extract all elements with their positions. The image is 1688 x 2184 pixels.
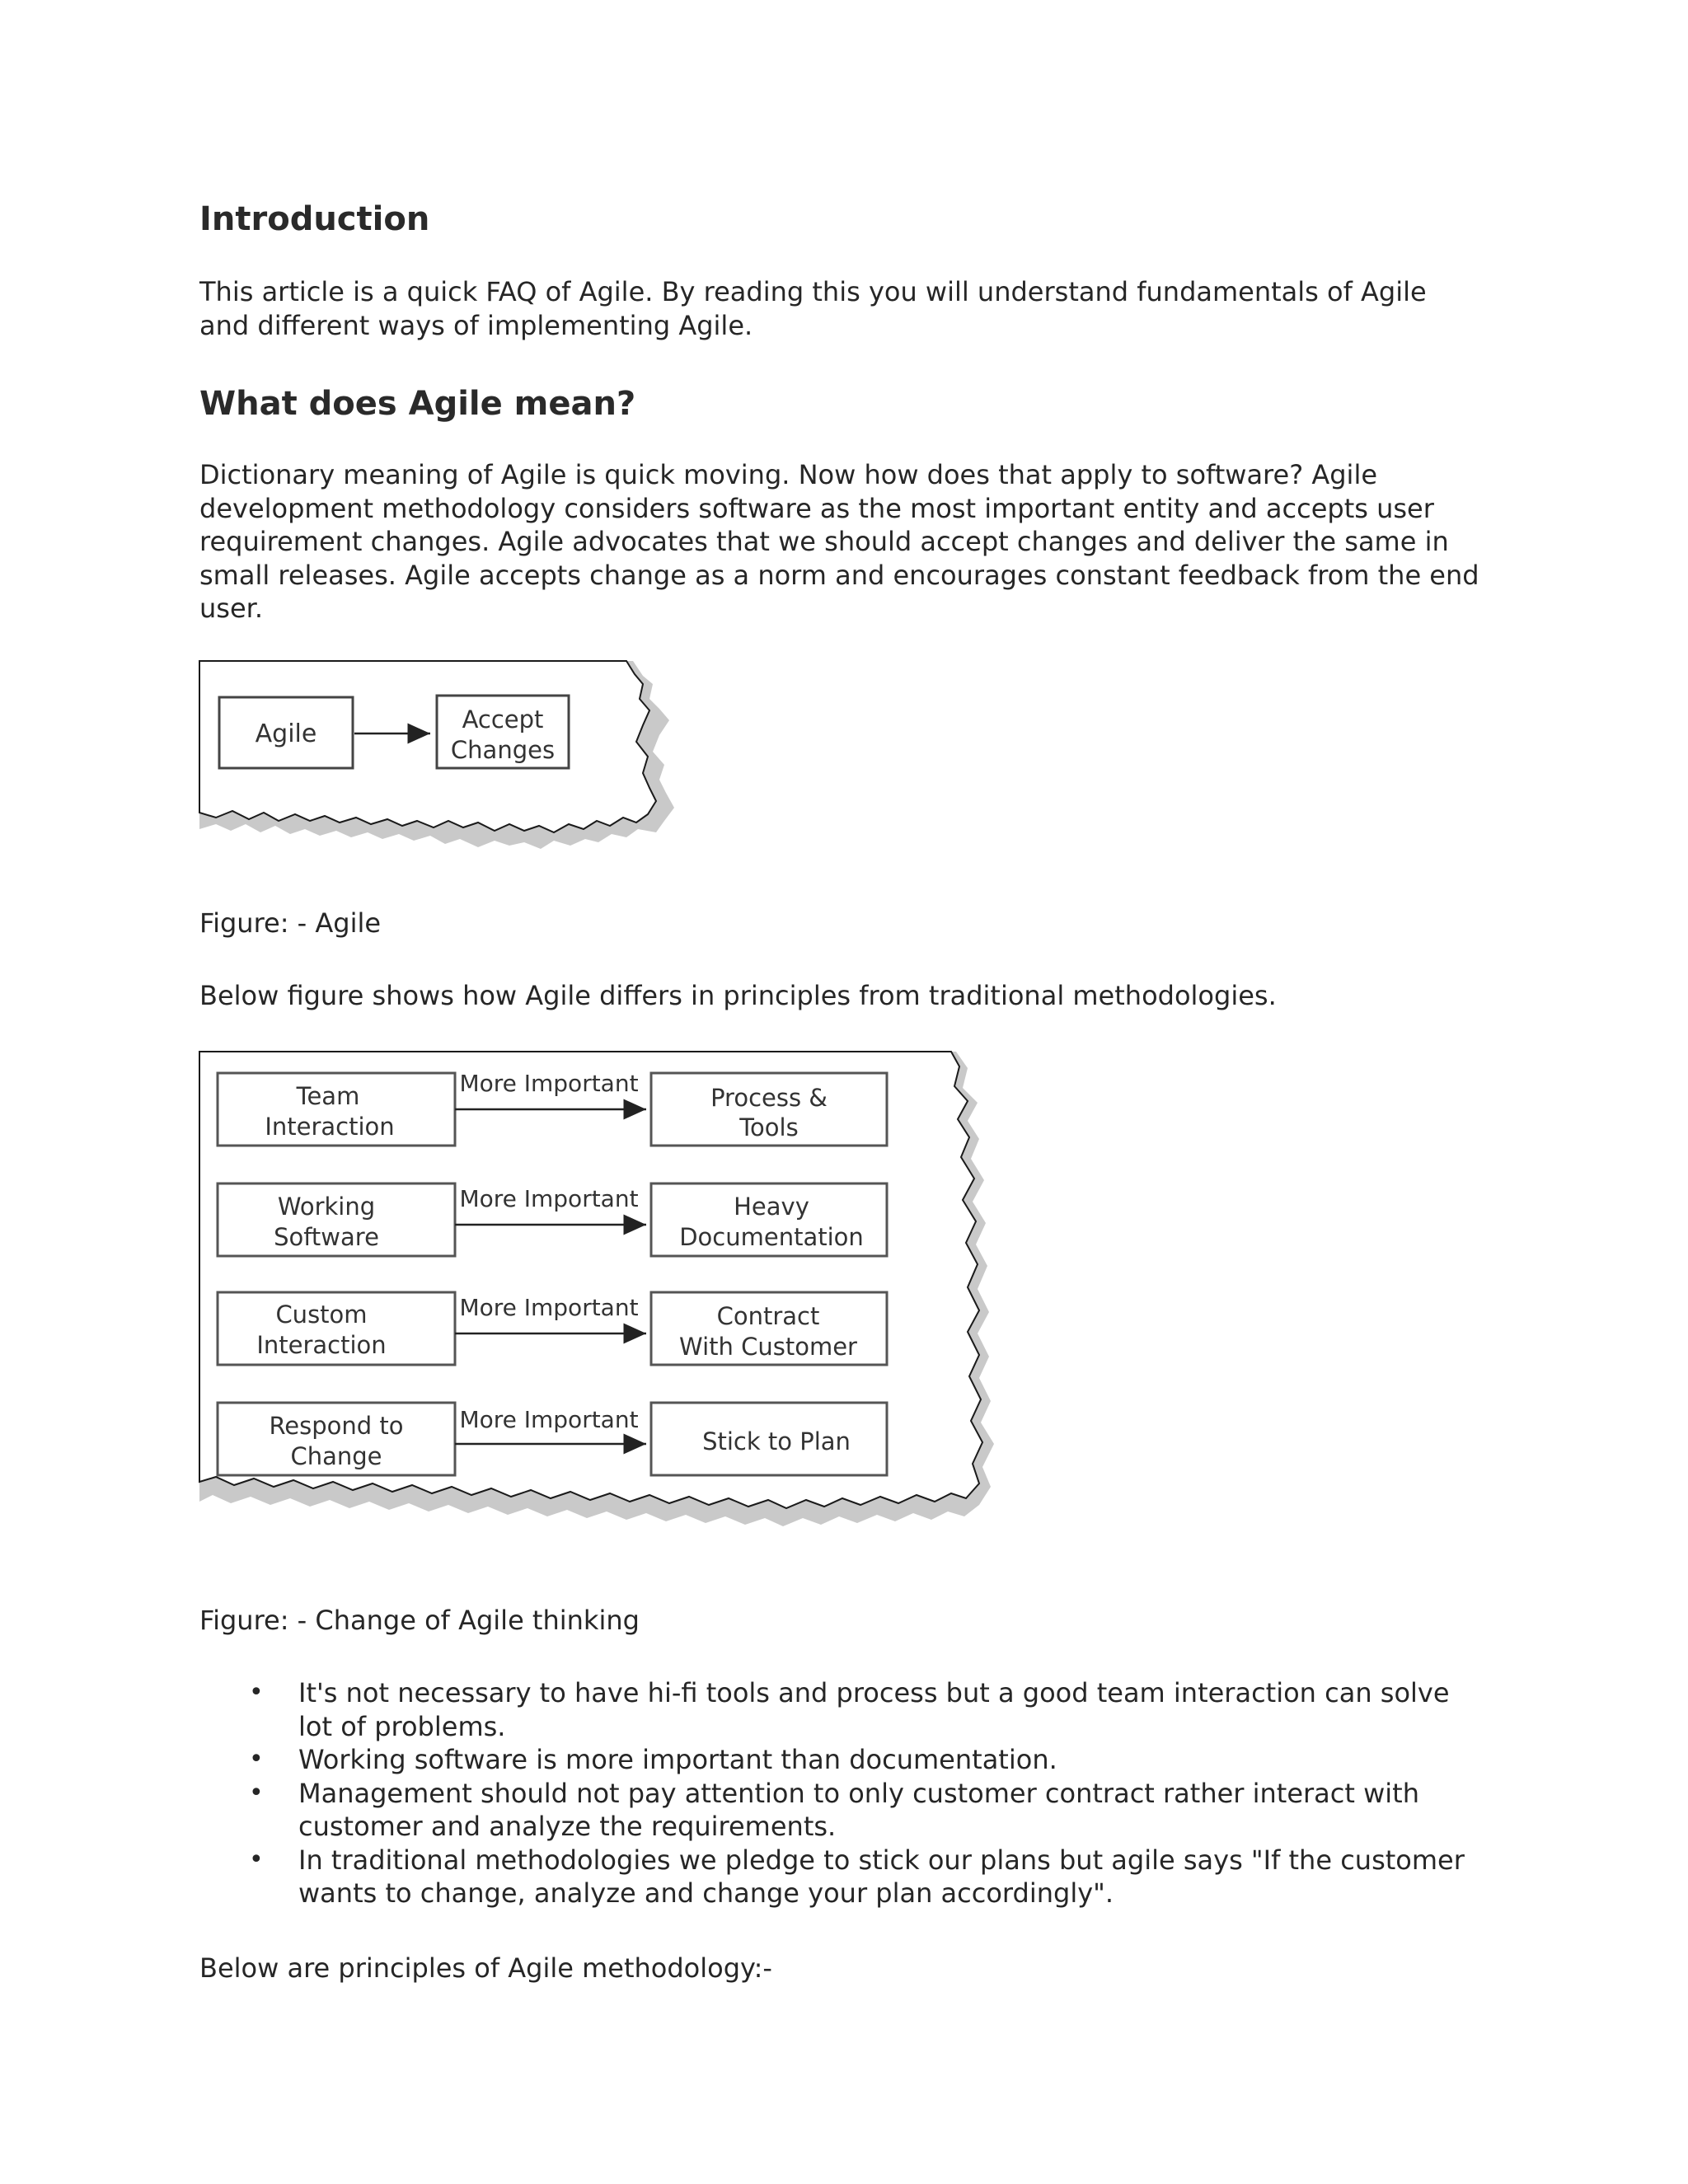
left-box-2-line1: Working [277,1193,376,1221]
lead-paragraph: Below figure shows how Agile differs in principles from traditional methodologies. [199,980,1277,1011]
meaning-paragraph-wrap [199,458,1502,626]
meaning-section [199,382,1518,425]
list-item: • It's not necessary to have hi-fi tools and process but a good team interaction can solve lot of problems. [199,1676,1485,1743]
figure-thinking-caption-wrap [199,1604,1518,1637]
left-box-4-line2: Change [290,1442,382,1470]
intro-heading: Introduction [199,200,430,238]
lead-paragraph-wrap [199,979,1518,1013]
figure-agile-svg [198,659,692,865]
arrow-label-2: More Important [459,1185,639,1212]
arrow-label-4: More Important [459,1406,639,1433]
closing-paragraph-wrap [199,1952,1518,1985]
left-box-1-line2: Interaction [265,1113,395,1141]
figure-agile [198,659,692,865]
left-box-3-line1: Custom [275,1301,368,1329]
figure-agile-thinking-svg [198,1050,1006,1577]
list-item: • In traditional methodologies we pledge to stick our plans but agile says "If the customer wants to change, analyze and change your plan accordingly". [199,1844,1485,1910]
accept-changes-line2: Changes [450,736,556,764]
right-box-1-line1: Process & [710,1084,828,1112]
figure-agile-thinking [198,1050,1006,1577]
figure-agile-caption: Figure: - Agile [199,907,382,939]
intro-paragraph: This article is a quick FAQ of Agile. By reading this you will understand fundamentals of Agile and different ways of implementing Agile. [199,276,1427,341]
intro-section [199,198,1518,241]
left-box-2-line2: Software [274,1223,379,1251]
right-box-2-line1: Heavy [734,1193,809,1221]
bullet-list [199,1676,1485,1910]
intro-paragraph-wrap [199,275,1469,342]
agile-box-label: Agile [255,719,317,748]
left-box-3-line2: Interaction [256,1331,387,1359]
right-box-3-line2: With Customer [679,1333,857,1361]
right-box-4-line1: Stick to Plan [702,1427,851,1455]
meaning-heading: What does Agile mean? [199,385,636,423]
arrow-label-1: More Important [459,1070,639,1097]
figure-agile-caption-wrap [199,907,1518,940]
right-box-1-line2: Tools [739,1113,799,1141]
list-item: • Management should not pay attention to only customer contract rather interact with customer and analyze the requirements. [199,1777,1485,1844]
left-box-4-line1: Respond to [269,1412,404,1440]
left-box-1-line1: Team [296,1082,360,1110]
figure-thinking-caption: Figure: - Change of Agile thinking [199,1605,640,1636]
accept-changes-line1: Accept [462,705,544,733]
arrow-label-3: More Important [459,1294,639,1321]
right-box-2-line2: Documentation [679,1223,864,1251]
closing-paragraph: Below are principles of Agile methodology:- [199,1952,772,1984]
bullet-list-wrap [199,1676,1485,1910]
list-item: • Working software is more important than documentation. [199,1743,1485,1777]
right-box-3-line1: Contract [716,1302,820,1330]
meaning-paragraph: Dictionary meaning of Agile is quick moving. Now how does that apply to software? Agile development methodology considers software as the most important entity and accepts user requirement changes. Agile advocates that we should accept changes and deliver the same in small releases. Agile accepts change as a norm and encourages constant feedback from the end user. [199,459,1479,624]
